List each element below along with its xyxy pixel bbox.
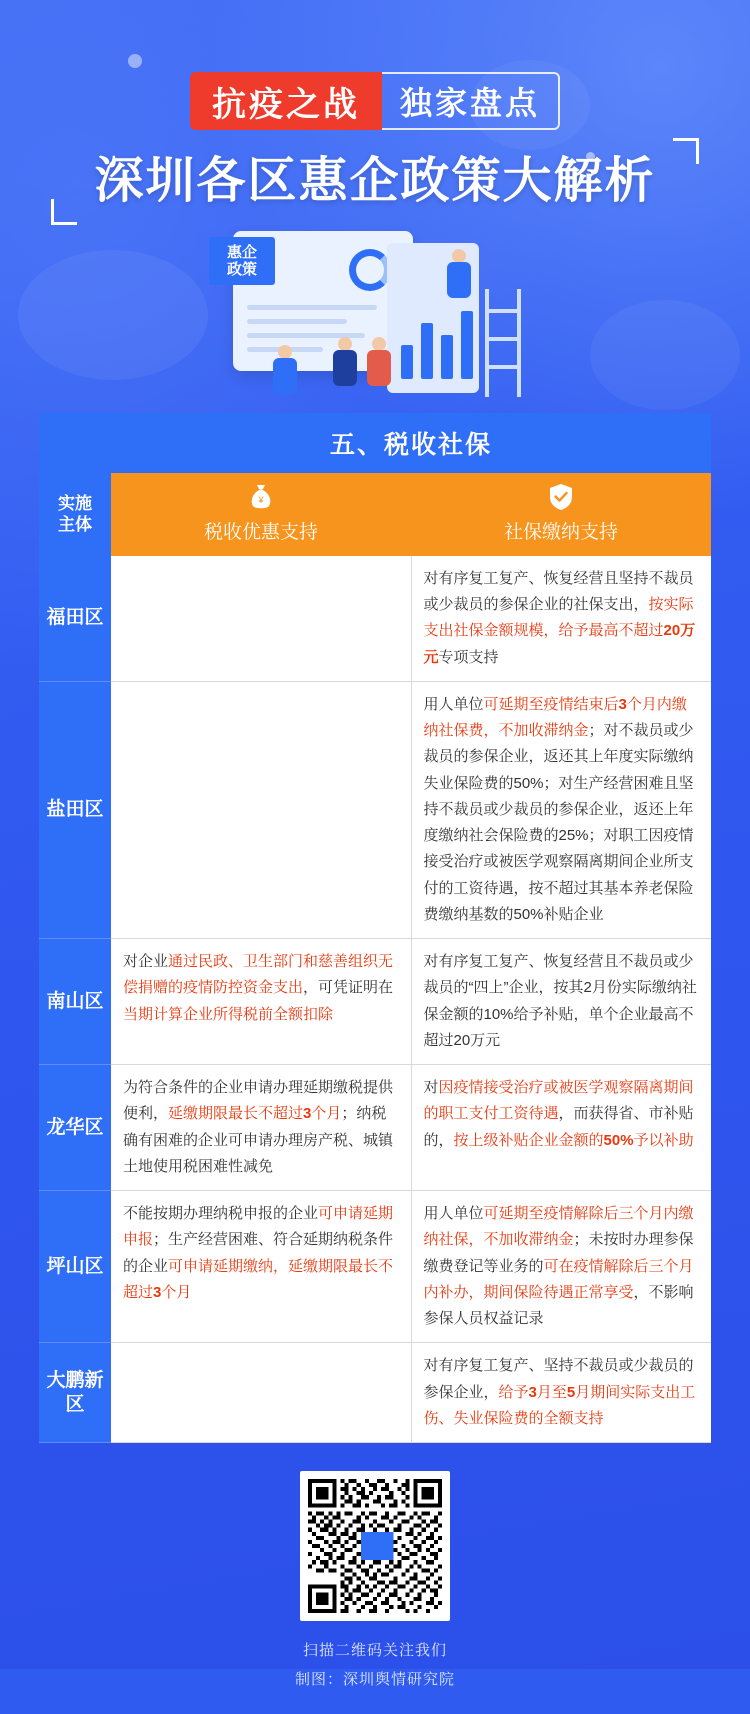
- table-row: [39, 681, 711, 938]
- policy-badge-line2: 政策: [226, 260, 257, 278]
- text-run: ；纳税确有困难的企业可申请办理房产税、城镇土地使用税困难性减免: [123, 1105, 394, 1175]
- district-label: 大鹏新区: [39, 1343, 111, 1443]
- donut-chart-icon: [349, 249, 391, 291]
- cell-tax-policy: [111, 556, 411, 682]
- table-row: [39, 1065, 711, 1191]
- table-row: [39, 1191, 711, 1343]
- cell-social-policy: [411, 939, 711, 1065]
- money-bag-icon: [248, 483, 274, 511]
- text-run: 个月: [311, 1105, 342, 1123]
- district-label: 坪山区: [39, 1191, 111, 1343]
- text-run: 因疫情接受治疗或被医学观察隔离期间的职工支付工资待遇: [423, 1079, 694, 1123]
- text-run: ；对不裁员或少裁员的参保企业，返还其上年度实际缴纳失业保险费的50%；对生产经营困难且坚持不裁员或少裁员的参保企业，返还上年度缴纳社会保险费的25%；对职工因疫情接受治疗或被医学观察隔离期间企业所支付的工资待遇，按不超过其基本养老保险费缴纳基数的50%补贴企业: [423, 722, 694, 923]
- chart-bar: [441, 335, 453, 379]
- chart-bar: [421, 323, 433, 379]
- chart-bar: [401, 345, 413, 379]
- policy-badge-line1: 惠企: [226, 243, 257, 261]
- cell-social-policy: [411, 1343, 711, 1443]
- cell-tax-policy: [111, 1191, 411, 1343]
- district-label: 盐田区: [39, 681, 111, 938]
- ladder-icon: [481, 289, 525, 397]
- corner-bracket-bottom-left: [51, 199, 77, 225]
- text-run: 3: [303, 1105, 312, 1123]
- text-run: 用人单位: [423, 695, 484, 713]
- table-row: [39, 939, 711, 1065]
- table-row: [39, 556, 711, 682]
- cell-tax-policy: [111, 1343, 411, 1443]
- text-run: 3: [618, 695, 627, 713]
- cell-tax-policy: [111, 1065, 411, 1191]
- text-run: 延缴期限最长不超过: [168, 1105, 304, 1123]
- person-figure: [273, 345, 297, 395]
- text-run: 给予: [498, 1383, 529, 1401]
- text-run: 月至: [536, 1383, 567, 1401]
- text-run: 为符合条件的企业申请办理延期缴税提供便利，: [123, 1079, 394, 1123]
- qr-caption: 扫描二维码关注我们: [302, 1642, 447, 1660]
- text-run: 个月内缴纳社保费，不加收滞纳金: [423, 695, 687, 740]
- text-run: 对: [423, 1079, 439, 1097]
- section-title: 五、税收社保: [111, 413, 711, 473]
- subject-header: [39, 473, 111, 556]
- poster-footer: [0, 1443, 750, 1714]
- text-run: ；生产经营困难、符合延期纳税条件的企业: [123, 1231, 394, 1275]
- policy-table: [39, 413, 711, 1443]
- credit-line: 制图：深圳舆情研究院: [294, 1670, 455, 1688]
- svg-text:¥: ¥: [258, 494, 264, 505]
- cell-social-policy: [411, 1065, 711, 1191]
- text-run: 对有序复工复产、恢复经营且不裁员或少裁员的“四上”企业，按其2月份实际缴纳社保金额的10%给予补贴，单个企业最高不超过20万元: [423, 953, 697, 1049]
- text-run: 专项支持: [438, 648, 499, 666]
- text-run: ；未按时办理参保缴费登记等业务的: [423, 1231, 694, 1275]
- cell-social-policy: [411, 1191, 711, 1343]
- text-run: 对有序复工复产、恢复经营且坚持不裁员或少裁员的参保企业的社保支出，: [423, 569, 694, 614]
- text-run: 3: [153, 1283, 162, 1301]
- text-run: 50%: [603, 1131, 634, 1149]
- text-run: 按实际支出社保金额规模，给予最高不超过: [423, 596, 694, 640]
- person-figure: [333, 337, 357, 395]
- text-run: ，可凭证明在: [303, 979, 394, 997]
- text-run: 予以补助: [633, 1131, 694, 1149]
- cell-tax-policy: [111, 681, 411, 938]
- text-run: 可延期至疫情结束后: [483, 695, 619, 713]
- poster-header: [0, 0, 750, 211]
- text-run: 万元: [423, 622, 696, 666]
- text-run: ，不影响参保人员权益记录: [423, 1283, 694, 1328]
- policy-table-body: [39, 556, 711, 1443]
- person-figure: [367, 337, 391, 395]
- table-column-header-row: [39, 473, 711, 556]
- corner-bracket-top-right: [673, 138, 699, 164]
- qr-code-image: [308, 1479, 442, 1613]
- policy-table-wrapper: [39, 413, 711, 1443]
- subject-header-line1: 实施: [58, 494, 92, 514]
- qr-code[interactable]: [300, 1471, 450, 1621]
- text-run: 可延期至疫情解除后三个月内缴纳社保，不加收滞纳金: [423, 1205, 694, 1249]
- text-run: 5: [566, 1383, 576, 1401]
- column-header-social: [411, 473, 711, 556]
- cell-tax-policy: [111, 939, 411, 1065]
- text-run: 当期计算企业所得税前全额扣除: [123, 1005, 334, 1023]
- text-run: 对有序复工复产、坚持不裁员或少裁员的参保企业，: [423, 1357, 694, 1401]
- cell-social-policy: [411, 556, 711, 682]
- column-header-tax: [111, 473, 411, 556]
- tag-campaign: 抗疫之战: [190, 72, 382, 130]
- text-run: 可在疫情解除后三个月内补办，期间保险待遇正常享受: [423, 1257, 694, 1301]
- text-run: 个月: [161, 1283, 192, 1301]
- district-label: 龙华区: [39, 1065, 111, 1191]
- text-run: 通过民政、卫生部门和慈善组织无偿捐赠的疫情防控资金支出: [123, 953, 394, 997]
- text-run: 可申请延期缴纳，延缴期限最长不超过: [123, 1257, 394, 1301]
- policy-badge: [209, 237, 275, 285]
- tag-exclusive: 独家盘点: [382, 72, 560, 130]
- doc-line: [247, 305, 377, 310]
- column-header-social-label: 社保缴纳支持: [504, 521, 619, 543]
- decor-blob-1: [18, 250, 208, 380]
- table-row: [39, 1343, 711, 1443]
- text-run: 按上级补贴企业金额的: [453, 1131, 604, 1149]
- cell-social-policy: [411, 681, 711, 938]
- hero-illustration: [215, 225, 535, 405]
- district-label: 南山区: [39, 939, 111, 1065]
- person-figure: [447, 249, 471, 305]
- column-header-tax-label: 税收优惠支持: [203, 521, 318, 543]
- text-run: 用人单位: [423, 1205, 484, 1223]
- text-run: 20: [663, 622, 681, 640]
- text-run: 对企业: [123, 953, 169, 971]
- subject-header-line2: 主体: [58, 515, 92, 535]
- doc-line: [247, 319, 347, 324]
- decor-blob-2: [590, 300, 740, 410]
- text-run: 不能按期办理纳税申报的企业: [123, 1205, 319, 1223]
- text-run: ，而获得省、市补贴的，: [423, 1105, 694, 1149]
- district-label: 福田区: [39, 556, 111, 682]
- page-title: 深圳各区惠企政策大解析: [94, 154, 656, 208]
- shield-check-icon: [548, 483, 574, 511]
- table-section-header: [39, 413, 711, 473]
- text-run: 3: [528, 1383, 537, 1401]
- chart-bar: [461, 311, 473, 379]
- title-block: [65, 152, 685, 211]
- text-run: 月期间实际支出工伤、失业保险费的全额支持: [423, 1383, 696, 1427]
- headline-tag-row: [173, 72, 577, 130]
- text-run: 可申请延期申报: [123, 1205, 394, 1249]
